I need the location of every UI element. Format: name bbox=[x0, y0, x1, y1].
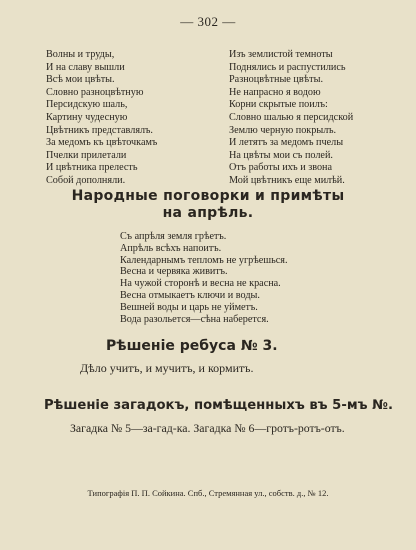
section-heading-sayings: Народные поговорки и примѣты bbox=[71, 188, 345, 204]
section-heading-rebus: Рѣшеніе ребуса № 3. bbox=[106, 338, 278, 354]
saying-line: Вешней воды и царь не уйметъ. bbox=[120, 301, 258, 313]
poem-line: И цвѣтника прелесть bbox=[46, 162, 138, 174]
saying-line: На чужой сторонѣ и весна не красна. bbox=[120, 278, 281, 290]
rebus-answer: Дѣло учитъ, и мучитъ, и кормитъ. bbox=[80, 361, 254, 375]
poem-line: Не напрасно я водою bbox=[229, 86, 321, 98]
poem-line: На цвѣты мои съ полей. bbox=[229, 149, 333, 161]
page-number: — 302 — bbox=[180, 14, 236, 29]
poem-line: Всѣ мои цвѣты. bbox=[46, 74, 115, 86]
saying-line: Съ апрѣля земля грѣетъ. bbox=[120, 231, 227, 242]
saying-line: Весна и червяка живитъ. bbox=[120, 266, 228, 278]
sayings-list bbox=[120, 231, 288, 325]
poem-line: Мой цвѣтникъ еще милѣй. bbox=[229, 174, 345, 186]
poem-line: Пчелки прилетали bbox=[46, 149, 127, 161]
saying-line: Календарнымъ тепломъ не угрѣешься. bbox=[120, 254, 288, 266]
printer-footer: Типографія П. П. Сойкина. Спб., Стремянная ул., собств. д., № 12. bbox=[87, 488, 329, 498]
saying-line: Апрѣль всѣхъ напоитъ. bbox=[120, 242, 222, 254]
poem-line: Цвѣтникъ представлялъ. bbox=[46, 124, 153, 136]
poem-line: Персидскую шаль, bbox=[46, 99, 128, 111]
poem-line: Словно шалью я персидской bbox=[229, 111, 354, 123]
poem-line: Поднялись и распустились bbox=[229, 61, 346, 73]
poem-line: Волны и труды, bbox=[46, 49, 115, 60]
poem-line: Корни скрытые поилъ: bbox=[229, 99, 328, 111]
poem-line: Картину чудесную bbox=[46, 111, 128, 123]
poem-line: И летятъ за медомъ пчелы bbox=[229, 137, 344, 149]
poem-line: Словно разноцвѣтную bbox=[46, 86, 144, 98]
saying-line: Весна отмыкаетъ ключи и воды. bbox=[120, 289, 260, 301]
section-heading-riddles: Рѣшеніе загадокъ, помѣщенныхъ въ 5-мъ №. bbox=[44, 398, 393, 413]
riddles-answer: Загадка № 5—за-гад-ка. Загадка № 6—гротъ-ротъ-отъ. bbox=[70, 421, 345, 435]
poem-line: Разноцвѣтные цвѣты. bbox=[229, 74, 324, 86]
section-heading-sayings-line2: на апрѣль. bbox=[162, 205, 254, 221]
poem-left-column bbox=[46, 49, 157, 188]
poem-line: Изъ землистой темноты bbox=[229, 49, 333, 60]
poem-right-column bbox=[229, 49, 353, 188]
poem-line: Землю черную покрылъ. bbox=[229, 124, 337, 136]
poem-line: За медомъ къ цвѣточкамъ bbox=[46, 137, 158, 149]
poem-line: Отъ работы ихъ и звона bbox=[229, 162, 333, 174]
saying-line: Вода разольется—сѣна наберется. bbox=[120, 313, 269, 325]
poem-line: Собой дополняли. bbox=[46, 174, 126, 186]
poem-line: И на славу вышли bbox=[46, 61, 125, 73]
